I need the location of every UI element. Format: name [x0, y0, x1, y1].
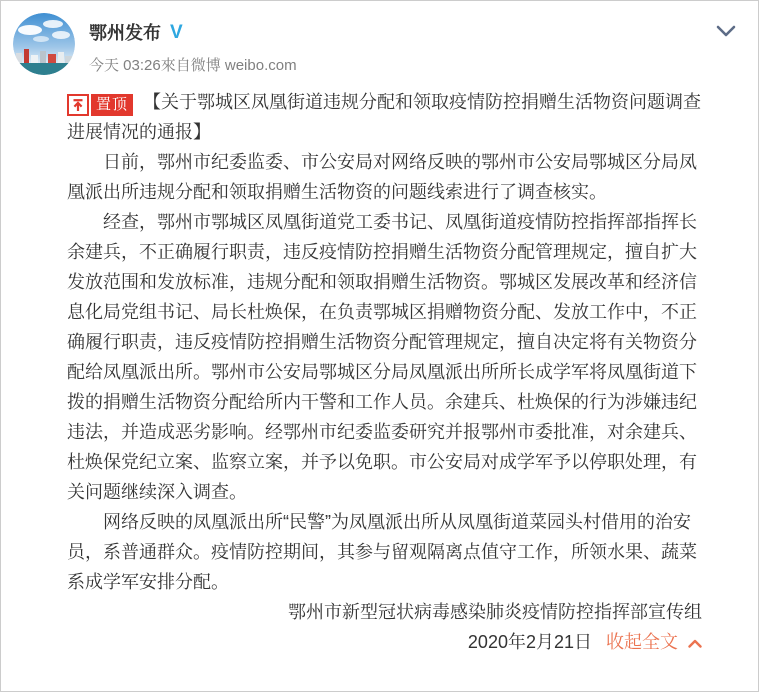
pin-top-icon: [67, 94, 89, 116]
user-block: [89, 13, 297, 75]
post-header: [1, 1, 758, 75]
pin-badge: [67, 94, 133, 116]
verified-icon: V: [170, 21, 183, 43]
collapse-full-text-link[interactable]: 收起全文: [606, 632, 678, 652]
post-signature: 鄂州市新型冠状病毒感染肺炎疫情防控指挥部宣传组: [288, 602, 702, 622]
avatar[interactable]: [13, 13, 75, 75]
post-title: 【关于鄂城区凤凰街道违规分配和领取疫情防控捐赠生活物资问题调查进展情况的通报】: [67, 92, 702, 142]
chevron-down-icon[interactable]: [716, 25, 736, 37]
post-timestamp[interactable]: 今天 03:26來自微博 weibo.com: [89, 57, 297, 74]
post-paragraph-1: 日前，鄂州市纪委监委、市公安局对网络反映的鄂州市公安局鄂城区分局凤凰派出所违规分配和领取捐赠生活物资的问题线索进行了调查核实。: [67, 152, 697, 202]
post-paragraph-3: 网络反映的凤凰派出所“民警”为凤凰派出所从凤凰街道菜园头村借用的治安员，系普通群众。疫情防控期间，其参与留观隔离点值守工作，所领水果、蔬菜系成学军安排分配。: [67, 512, 697, 592]
post-date-row: [67, 627, 702, 657]
pin-badge-label: 置顶: [91, 94, 133, 116]
post-content: [1, 75, 758, 657]
chevron-up-icon[interactable]: [688, 639, 702, 648]
post-date: 2020年2月21日: [467, 632, 592, 652]
username[interactable]: 鄂州发布: [89, 23, 161, 43]
title-paragraph: [67, 87, 702, 147]
post-paragraph-2: 经查，鄂州市鄂城区凤凰街道党工委书记、凤凰街道疫情防控指挥部指挥长余建兵，不正确履行职责，违反疫情防控捐赠生活物资分配管理规定，擅自扩大发放范围和发放标准，违规分配和领取捐赠生活物资。鄂城区发展改革和经济信息化局党组书记、局长杜焕保，在负责鄂城区捐赠物资分配、发放工作中，不正确履行职责，违反疫情防控捐赠生活物资分配管理规定，擅自决定将有关物资分配给凤凰派出所。鄂州市公安局鄂城区分局凤凰派出所所长成学军将凤凰街道下拨的捐赠生活物资分配给所内干警和工作人员。余建兵、杜焕保的行为涉嫌违纪违法，并造成恶劣影响。经鄂州市纪委监委研究并报鄂州市委批准，对余建兵、杜焕保党纪立案、监察立案，并予以免职。市公安局对成学军予以停职处理，有关问题继续深入调查。: [67, 212, 697, 502]
